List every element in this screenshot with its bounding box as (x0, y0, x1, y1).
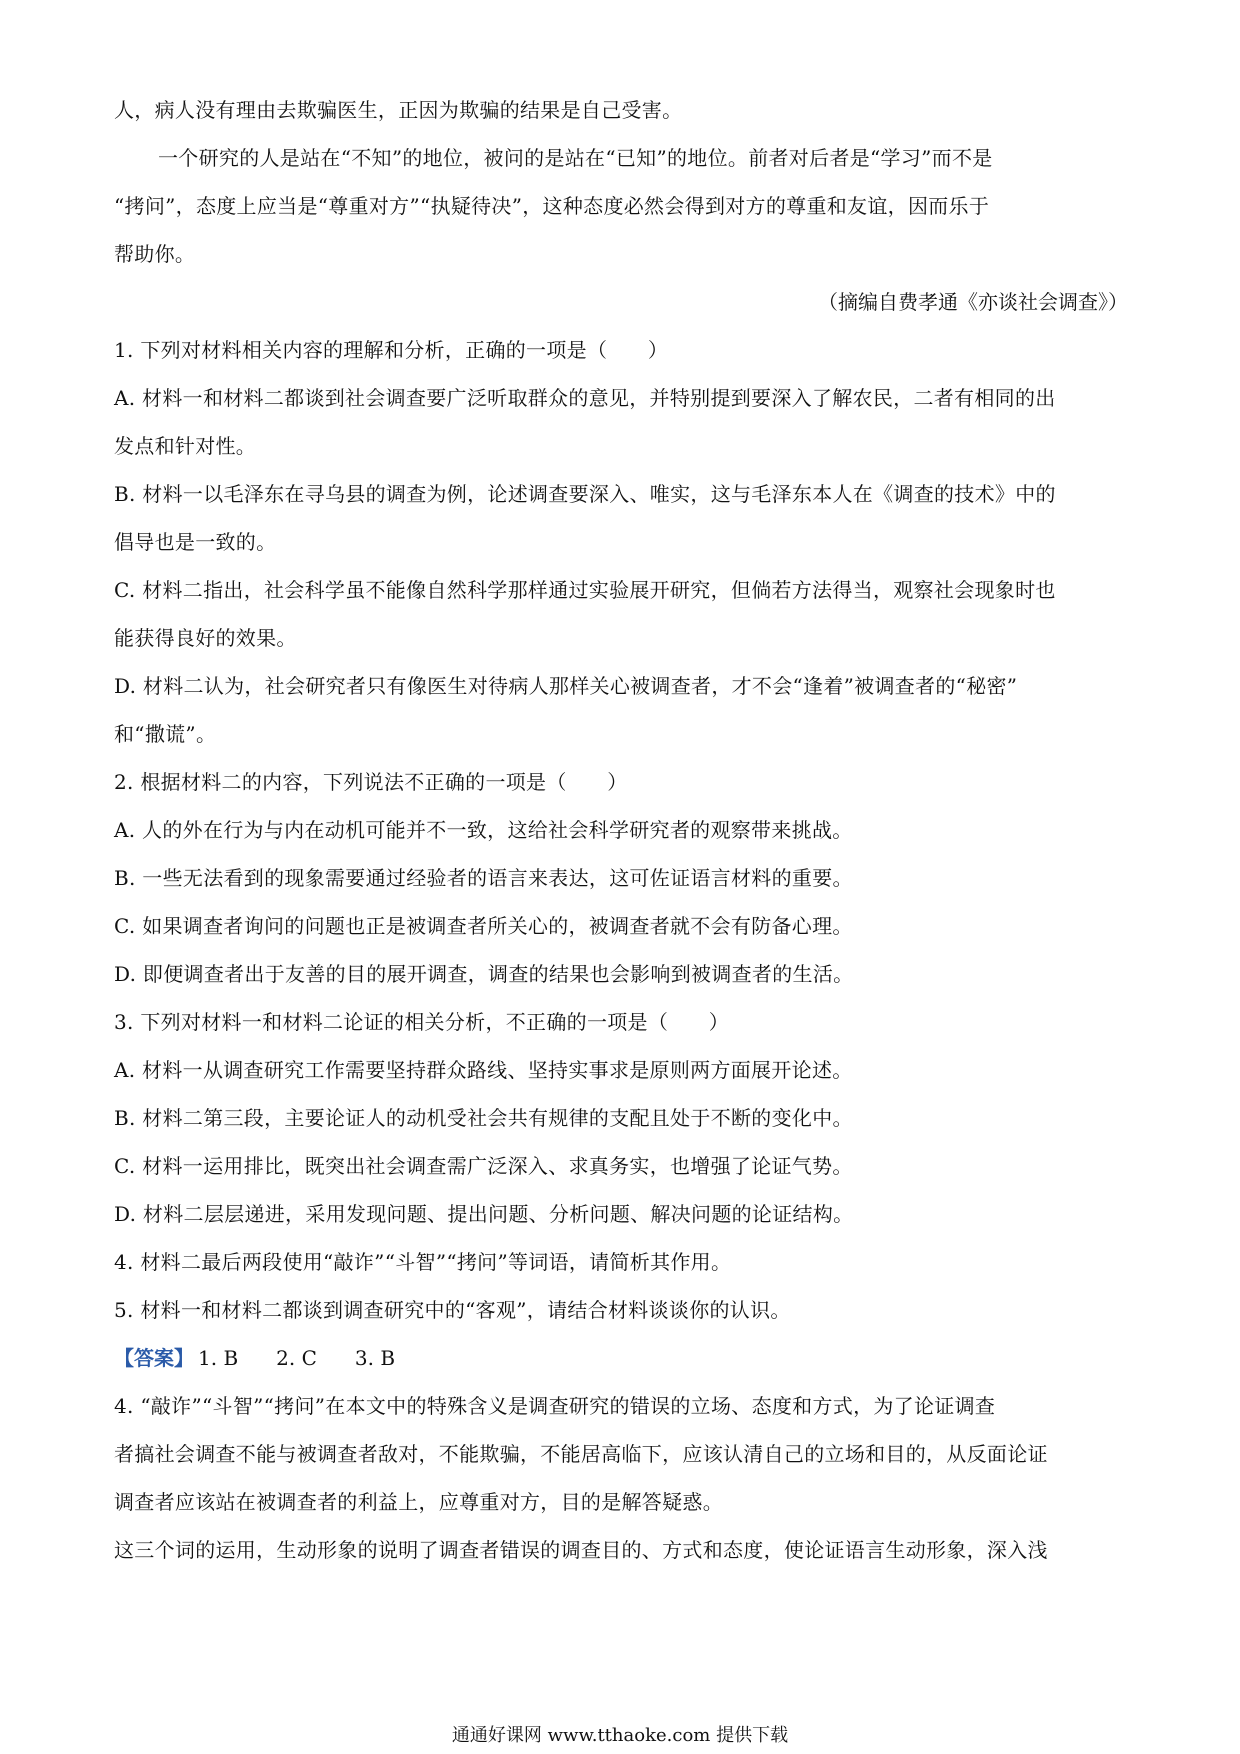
question-3-stem: 3. 下列对材料一和材料二论证的相关分析，不正确的一项是（ ） (114, 1010, 730, 1034)
answer-label: 【答案】 (114, 1346, 194, 1370)
answer-4-line: 4. “敲诈”“斗智”“拷问”在本文中的特殊含义是调查研究的错误的立场、态度和方式，为了论证调查 (114, 1394, 996, 1418)
question-1-option-d-cont: 和“撒谎”。 (114, 722, 217, 746)
answer-4-line: 这三个词的运用，生动形象的说明了调查者错误的调查目的、方式和态度，使论证语言生动形象，深入浅 (114, 1538, 1048, 1562)
question-1-option-a-cont: 发点和针对性。 (114, 434, 257, 458)
source-citation: （摘编自费孝通《亦谈社会调查》） (818, 290, 1128, 314)
question-2-option-d: D. 即便调查者出于友善的目的展开调查，调查的结果也会影响到被调查者的生活。 (114, 962, 854, 986)
question-2-option-a: A. 人的外在行为与内在动机可能并不一致，这给社会科学研究者的观察带来挑战。 (114, 818, 853, 842)
question-1-option-c-cont: 能获得良好的效果。 (114, 626, 297, 650)
question-3-option-c: C. 材料一运用排比，既突出社会调查需广泛深入、求真务实，也增强了论证气势。 (114, 1154, 853, 1178)
question-2-stem: 2. 根据材料二的内容，下列说法不正确的一项是（ ） (114, 770, 628, 794)
question-1-option-c: C. 材料二指出，社会科学虽不能像自然科学那样通过实验展开研究，但倘若方法得当，观察社会现象时也 (114, 578, 1056, 602)
question-1-option-a: A. 材料一和材料二都谈到社会调查要广泛听取群众的意见，并特别提到要深入了解农民，二者有相同的出 (114, 386, 1056, 410)
passage-line: 一个研究的人是站在“不知”的地位，被问的是站在“已知”的地位。前者对后者是“学习”而不是 (158, 146, 993, 170)
question-3-option-d: D. 材料二层层递进，采用发现问题、提出问题、分析问题、解决问题的论证结构。 (114, 1202, 854, 1226)
page-footer: 通通好课网 www.tthaoke.com 提供下载 (451, 1725, 789, 1746)
question-1-option-b-cont: 倡导也是一致的。 (114, 530, 277, 554)
question-1-option-d: D. 材料二认为，社会研究者只有像医生对待病人那样关心被调查者，才不会“逢着”被调查者的“秘密” (114, 674, 1018, 698)
question-4-stem: 4. 材料二最后两段使用“敲诈”“斗智”“拷问”等词语，请简析其作用。 (114, 1250, 732, 1274)
question-1-option-b: B. 材料一以毛泽东在寻乌县的调查为例，论述调查要深入、唯实，这与毛泽东本人在《调查的技术》中的 (114, 482, 1056, 506)
passage-line: 帮助你。 (114, 242, 196, 266)
question-1-stem: 1. 下列对材料相关内容的理解和分析，正确的一项是（ ） (114, 338, 669, 362)
answer-summary (114, 1344, 429, 1372)
answer-3: 3. B (354, 1346, 396, 1370)
answer-4-line: 者搞社会调查不能与被调查者敌对，不能欺骗，不能居高临下，应该认清自己的立场和目的，从反面论证 (114, 1442, 1048, 1466)
question-2-option-b: B. 一些无法看到的现象需要通过经验者的语言来表达，这可佐证语言材料的重要。 (114, 866, 853, 890)
question-3-option-b: B. 材料二第三段，主要论证人的动机受社会共有规律的支配且处于不断的变化中。 (114, 1106, 853, 1130)
answer-4-line: 调查者应该站在被调查者的利益上，应尊重对方，目的是解答疑惑。 (114, 1490, 723, 1514)
question-3-option-a: A. 材料一从调查研究工作需要坚持群众路线、坚持实事求是原则两方面展开论述。 (114, 1058, 853, 1082)
question-5-stem: 5. 材料一和材料二都谈到调查研究中的“客观”，请结合材料谈谈你的认识。 (114, 1298, 791, 1322)
question-2-option-c: C. 如果调查者询问的问题也正是被调查者所关心的，被调查者就不会有防备心理。 (114, 914, 853, 938)
answer-1: 1. B (198, 1346, 239, 1370)
answer-2: 2. C (276, 1346, 317, 1370)
passage-line: 人，病人没有理由去欺骗医生，正因为欺骗的结果是自己受害。 (114, 98, 683, 122)
passage-line: “拷问”，态度上应当是“尊重对方”“执疑待决”，这种态度必然会得到对方的尊重和友谊，因而乐于 (114, 194, 990, 218)
